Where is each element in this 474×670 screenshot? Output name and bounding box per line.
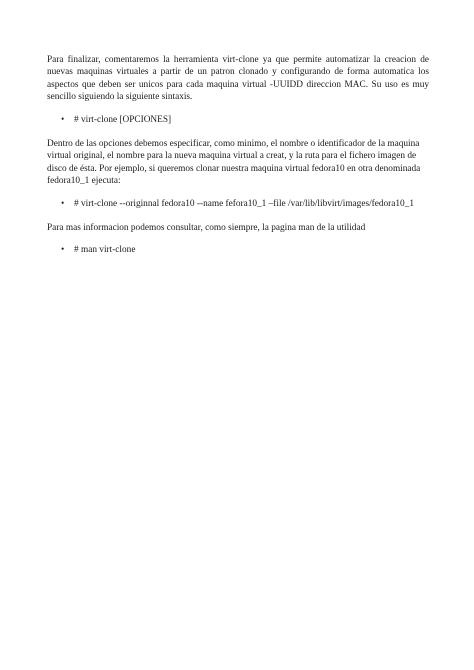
spacer xyxy=(47,188,429,198)
command-man: # man virt-clone xyxy=(74,245,136,256)
intro-paragraph: Para finalizar, comentaremos la herramienta virt-clone ya que permite automatizar la creacion de nuevas maquinas virtuales a partir de un patron clonado y configurando de forma automatica los aspectos que deben ser unicos para cada maquina virtual -UUIDD direccion MAC. Su uso es muy sencillo siguiendo la siguiente sintaxis. xyxy=(47,55,429,103)
spacer xyxy=(47,210,429,222)
more-info-paragraph: Para mas informacion podemos consultar, como siempre, la pagina man de la utilidad xyxy=(47,223,366,234)
bullet-icon: • xyxy=(61,198,65,209)
document-page xyxy=(47,54,429,257)
bullet-item-syntax xyxy=(47,114,429,126)
bullet-item-example xyxy=(47,198,429,210)
spacer xyxy=(47,234,429,244)
spacer xyxy=(47,126,429,138)
bullet-item-man xyxy=(47,244,429,256)
spacer xyxy=(47,104,429,114)
options-paragraph: Dentro de las opciones debemos especificar, como minimo, el nombre o identificador de la maquina virtual original, el nombre para la nueva maquina virtual a creat, y la ruta para el fichero imagen de disco de ésta. Por ejemplo, si queremos clonar nuestra maquina virtual fedora10 en otra denominada fedora10_1 ejecuta: xyxy=(47,139,421,187)
command-syntax: # virt-clone [OPCIONES] xyxy=(74,114,172,125)
bullet-icon: • xyxy=(61,114,65,125)
bullet-icon: • xyxy=(61,245,65,256)
command-example: # virt-clone --originnal fedora10 --name fefora10_1 –file /var/lib/libvirt/images/fedora10_1 xyxy=(74,198,414,209)
